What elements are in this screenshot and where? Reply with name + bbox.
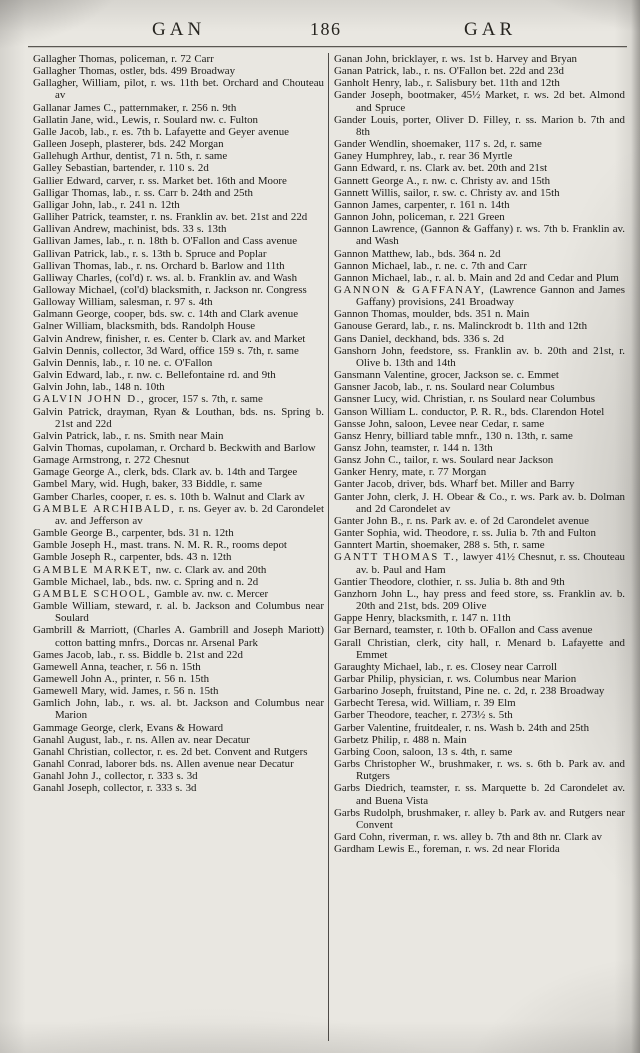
directory-entry: Gannon John, policeman, r. 221 Green: [334, 211, 505, 224]
directory-entry: Gardham Lewis E., foreman, r. ws. 2d near Florida: [334, 843, 560, 856]
directory-entry: GANNON & GAFFANAY, (Lawrence Gannon and James Gaffany) provisions, 241 Broadway: [334, 283, 625, 309]
directory-entry: Gannon Michael, lab., r. ne. c. 7th and Carr: [334, 259, 527, 272]
directory-entry: Garbs Christopher W., brushmaker, r. ws. s. 6th b. Park av. and Rutgers: [334, 758, 625, 783]
page-edge-shadow: [631, 0, 640, 1053]
directory-entry: Gamble George B., carpenter, bds. 31 n. 12th: [33, 527, 234, 540]
directory-entry: Gamewell Mary, wid. James, r. 56 n. 15th: [33, 685, 219, 698]
header-left-guide: GAN: [152, 19, 206, 40]
directory-entry: Ganan John, bricklayer, r. ws. 1st b. Harvey and Bryan: [334, 53, 577, 65]
directory-entry: Galley Sebastian, bartender, r. 110 s. 2d: [33, 162, 209, 175]
directory-entry: Garber Valentine, fruitdealer, r. ns. Wash b. 24th and 25th: [334, 721, 590, 734]
directory-entry: Gansner Lucy, wid. Christian, r. ns Soulard near Columbus: [334, 393, 596, 406]
directory-entry: Ganntert Martin, shoemaker, 288 s. 5th, r. same: [334, 539, 545, 552]
entry-name-caps: GAMBLE MARKET,: [33, 563, 153, 576]
directory-entry: Gamble Joseph H., mast. trans. N. M. R. R., rooms depot: [33, 539, 287, 552]
directory-entry: Ganshorn John, feedstore, ss. Franklin av. b. 20th and 21st, r. Olive b. 13th and 14th: [334, 344, 625, 369]
directory-entry: Galvin Thomas, cupolaman, r. Orchard b. Beckwith and Barlow: [33, 442, 316, 454]
directory-entry: Gannon Lawrence, (Gannon & Gaffany) r. ws. 7th b. Franklin av. and Wash: [334, 223, 625, 248]
directory-entry: Ganey Humphrey, lab., r. rear 36 Myrtle: [334, 150, 513, 163]
directory-entry: Ganholt Henry, lab., r. Salisbury bet. 11th and 12th: [334, 77, 560, 90]
directory-entry: Galleen Joseph, plasterer, bds. 242 Morgan: [33, 138, 224, 151]
directory-entry: Galloway Michael, (col'd) blacksmith, r. Jackson nr. Congress: [33, 283, 307, 296]
directory-entry: Ganahl Joseph, collector, r. 333 s. 3d: [33, 782, 197, 795]
directory-entry: Ganson William L. conductor, P. R. R., bds. Clarendon Hotel: [334, 405, 605, 418]
directory-entry: Ganahl Christian, collector, r. es. 2d bet. Convent and Rutgers: [33, 745, 308, 758]
directory-entry: Garbetz Philip, r. 488 n. Main: [334, 733, 467, 746]
directory-entry: Gannett George A., r. nw. c. Christy av. and 15th: [334, 174, 551, 187]
directory-entry: Gamber Charles, cooper, r. es. s. 10th b. Walnut and Clark av: [33, 490, 305, 503]
directory-entry: Ganzhorn John L., hay press and feed store, ss. Franklin av. b. 20th and 21st, bds. 209 Olive: [334, 587, 625, 613]
directory-entry: Ganter Sophia, wid. Theodore, r. ss. Julia b. 7th and Fulton: [334, 527, 596, 540]
directory-entry: Galligar Thomas, lab., r. ss. Carr b. 24th and 25th: [33, 186, 253, 199]
directory-entry: Galmann George, cooper, bds. sw. c. 14th and Clark avenue: [33, 308, 299, 321]
directory-entry: Gallier Edward, carver, r. ss. Market bet. 16th and Moore: [33, 174, 287, 187]
directory-entry: Gallagher, William, pilot, r. ws. 11th bet. Orchard and Chouteau av: [33, 77, 324, 102]
directory-entry: Gannon Michael, lab., r. al. b. Main and 2d and Cedar and Plum: [334, 271, 619, 284]
directory-entry: Gallivan Andrew, machinist, bds. 33 s. 13th: [33, 223, 227, 236]
entry-name-caps: GAMBLE ARCHIBALD,: [33, 502, 176, 515]
directory-entry: Gallivan Patrick, lab., r. s. 13th b. Spruce and Poplar: [33, 247, 267, 260]
directory-entry: Garbs Rudolph, brushmaker, r. alley b. Park av. and Rutgers near Convent: [334, 806, 625, 831]
directory-entry: Gander Louis, porter, Oliver D. Filley, r. ss. Marion b. 7th and 8th: [334, 113, 625, 138]
directory-entry: Gamage George A., clerk, bds. Clark av. b. 14th and Targee: [33, 466, 298, 479]
directory-entry: Galvin Dennis, lab., r. 10 ne. c. O'Fallon: [33, 356, 213, 369]
directory-entry: Galloway William, salesman, r. 97 s. 4th: [33, 296, 213, 309]
directory-entry: Gannon Matthew, lab., bds. 364 n. 2d: [334, 247, 501, 260]
directory-entry: Garber Theodore, teacher, r. 273½ s. 5th: [334, 709, 513, 722]
directory-entry: Gar Bernard, teamster, r. 10th b. OFallon and Cass avenue: [334, 624, 593, 637]
directory-entry: Gansse John, saloon, Levee near Cedar, r. same: [334, 417, 545, 430]
directory-entry: Garbs Diedrich, teamster, r. ss. Marquette b. 2d Carondelet av. and Buena Vista: [334, 782, 625, 807]
directory-entry: Gamage Armstrong, r. 272 Chesnut: [33, 454, 190, 467]
directory-entry: Garbar Philip, physician, r. ws. Columbus near Marion: [334, 672, 577, 685]
directory-entry: Gansner Jacob, lab., r. ns. Soulard near Columbus: [334, 381, 555, 394]
directory-entry: Gappe Henry, blacksmith, r. 147 n. 11th: [334, 612, 511, 625]
directory-entry: GANTT THOMAS T., lawyer 41½ Chesnut, r. ss. Chouteau av. b. Paul and Ham: [334, 551, 625, 576]
directory-entry: Ganter John B., r. ns. Park av. e. of 2d Carondelet avenue: [334, 514, 589, 527]
directory-entry: Ganahl August, lab., r. ns. Allen av. near Decatur: [33, 733, 250, 746]
directory-entry: Gander Wendlin, shoemaker, 117 s. 2d, r. same: [334, 138, 542, 151]
directory-entry: Gallagher Thomas, ostler, bds. 499 Broadway: [33, 65, 236, 78]
directory-entry: Gans Daniel, deckhand, bds. 336 s. 2d: [334, 332, 504, 345]
directory-entry: Gansz John C., tailor, r. ws. Soulard near Jackson: [334, 454, 554, 467]
directory-entry: Galvin Dennis, collector, 3d Ward, office 159 s. 7th, r. same: [33, 344, 299, 357]
entry-name-caps: GALVIN JOHN D.,: [33, 393, 146, 406]
directory-entry: Garbing Coon, saloon, 13 s. 4th, r. same: [334, 745, 513, 758]
directory-entry: Ganker Henry, mate, r. 77 Morgan: [334, 466, 487, 479]
directory-entry: GAMBLE SCHOOL, Gamble av. nw. c. Mercer: [33, 587, 269, 600]
directory-entry: Ganahl John J., collector, r. 333 s. 3d: [33, 770, 198, 783]
directory-entry: Galvin Patrick, drayman, Ryan & Louthan, bds. ns. Spring b. 21st and 22d: [33, 405, 324, 430]
directory-entry: Gamewell John A., printer, r. 56 n. 15th: [33, 672, 210, 685]
directory-entry: Gamble Joseph R., carpenter, bds. 43 n. 12th: [33, 551, 232, 564]
right-column: [334, 53, 625, 1041]
column-divider: [328, 53, 329, 1041]
directory-entry: Ganahl Conrad, laborer bds. ns. Allen avenue near Decatur: [33, 758, 294, 771]
page-number: 186: [310, 19, 342, 39]
directory-entry: Galvin John, lab., 148 n. 10th: [33, 381, 165, 394]
header-right-guide: GAR: [464, 19, 517, 40]
header-rule: [28, 46, 627, 47]
directory-entry: Gallatin Jane, wid., Lewis, r. Soulard nw. c. Fulton: [33, 113, 259, 126]
directory-entry: Gannon James, carpenter, r. 161 n. 14th: [334, 198, 510, 211]
directory-entry: Ganan Patrick, lab., r. ns. O'Fallon bet. 22d and 23d: [334, 65, 564, 78]
directory-entry: Galligar John, lab., r. 241 n. 12th: [33, 198, 180, 211]
directory-entry: Gambel Mary, wid. Hugh, baker, 33 Biddle, r. same: [33, 478, 263, 491]
directory-entry: GAMBLE ARCHIBALD, r. ns. Geyer av. b. 2d Carondelet av. and Jefferson av: [33, 502, 324, 527]
directory-entry: Gallivan James, lab., r. n. 18th b. O'Fallon and Cass avenue: [33, 235, 298, 248]
directory-entry: Galvin Andrew, finisher, r. es. Center b. Clark av. and Market: [33, 332, 306, 345]
entry-name-caps: GANNON & GAFFANAY,: [334, 283, 486, 296]
entry-name-caps: GANTT THOMAS T.,: [334, 551, 460, 564]
directory-entry: Gansmann Valentine, grocer, Jackson se. c. Emmet: [334, 369, 559, 382]
directory-entry: Galvin Edward, lab., r. nw. c. Bellefontaine rd. and 9th: [33, 369, 276, 382]
directory-entry: Gantier Theodore, clothier, r. ss. Julia b. 8th and 9th: [334, 575, 565, 588]
directory-columns: [33, 53, 625, 1041]
entry-name-caps: GAMBLE SCHOOL,: [33, 587, 151, 600]
directory-entry: Gamble Michael, lab., bds. nw. c. Spring and n. 2d: [33, 575, 259, 588]
directory-entry: Garaughty Michael, lab., r. es. Closey near Carroll: [334, 660, 558, 673]
directory-entry: Games Jacob, lab., r. ss. Biddle b. 21st and 22d: [33, 648, 243, 661]
left-column: [33, 53, 324, 1041]
directory-entry: Gamlich John, lab., r. ws. al. bt. Jackson and Columbus near Marion: [33, 697, 324, 722]
directory-entry: Gansz John, teamster, r. 144 n. 13th: [334, 442, 493, 454]
directory-entry: Ganouse Gerard, lab., r. ns. Malinckrodt b. 11th and 12th: [334, 320, 588, 333]
directory-entry: Garbecht Teresa, wid. William, r. 39 Elm: [334, 697, 516, 710]
directory-entry: Galle Jacob, lab., r. es. 7th b. Lafayette and Geyer avenue: [33, 125, 289, 138]
directory-entry: Gamble William, steward, r. al. b. Jackson and Columbus near Soulard: [33, 600, 324, 625]
directory-entry: Galliway Charles, (col'd) r. ws. al. b. Franklin av. and Wash: [33, 271, 298, 284]
directory-entry: Gann Edward, r. ns. Clark av. bet. 20th and 21st: [334, 162, 548, 175]
directory-entry: Gallivan Thomas, lab., r. ns. Orchard b. Barlow and 11th: [33, 259, 285, 272]
directory-entry: Gammage George, clerk, Evans & Howard: [33, 721, 224, 734]
directory-entry: Garbarino Joseph, fruitstand, Pine ne. c. 2d, r. 238 Broadway: [334, 685, 605, 698]
directory-entry: Galliher Patrick, teamster, r. ns. Franklin av. bet. 21st and 22d: [33, 211, 308, 224]
directory-entry: Gander Joseph, bootmaker, 45½ Market, r. ws. 2d bet. Almond and Spruce: [334, 89, 625, 114]
directory-entry: Galvin Patrick, lab., r. ns. Smith near Main: [33, 429, 224, 442]
directory-entry: Gannon Thomas, moulder, bds. 351 n. Main: [334, 308, 530, 321]
directory-entry: Gansz Henry, billiard table mnfr., 130 n. 13th, r. same: [334, 429, 573, 442]
directory-entry: Ganter Jacob, driver, bds. Wharf bet. Miller and Barry: [334, 478, 575, 491]
directory-entry: GAMBLE MARKET, nw. c. Clark av. and 20th: [33, 563, 267, 576]
directory-entry: Gamewell Anna, teacher, r. 56 n. 15th: [33, 660, 201, 673]
directory-entry: Gambrill & Marriott, (Charles A. Gambrill and Joseph Mariott) cotton batting mnfrs., Dorcas nr. Arsenal Park: [33, 624, 324, 649]
directory-entry: GALVIN JOHN D., grocer, 157 s. 7th, r. same: [33, 393, 263, 406]
directory-entry: Galner William, blacksmith, bds. Randolph House: [33, 320, 256, 333]
directory-entry: Ganter John, clerk, J. H. Obear & Co., r. ws. Park av. b. Dolman and 2d Carondelet av: [334, 490, 625, 515]
directory-entry: Garall Christian, clerk, city hall, r. Menard b. Lafayette and Emmet: [334, 636, 625, 661]
directory-entry: Gannett Willis, sailor, r. sw. c. Christy av. and 15th: [334, 186, 560, 199]
directory-entry: Gallanar James C., patternmaker, r. 256 n. 9th: [33, 101, 237, 114]
directory-entry: Gallagher Thomas, policeman, r. 72 Carr: [33, 53, 214, 65]
directory-entry: Gallehugh Arthur, dentist, 71 n. 5th, r. same: [33, 150, 228, 163]
directory-entry: Gard Cohn, riverman, r. ws. alley b. 7th and 8th nr. Clark av: [334, 831, 602, 843]
